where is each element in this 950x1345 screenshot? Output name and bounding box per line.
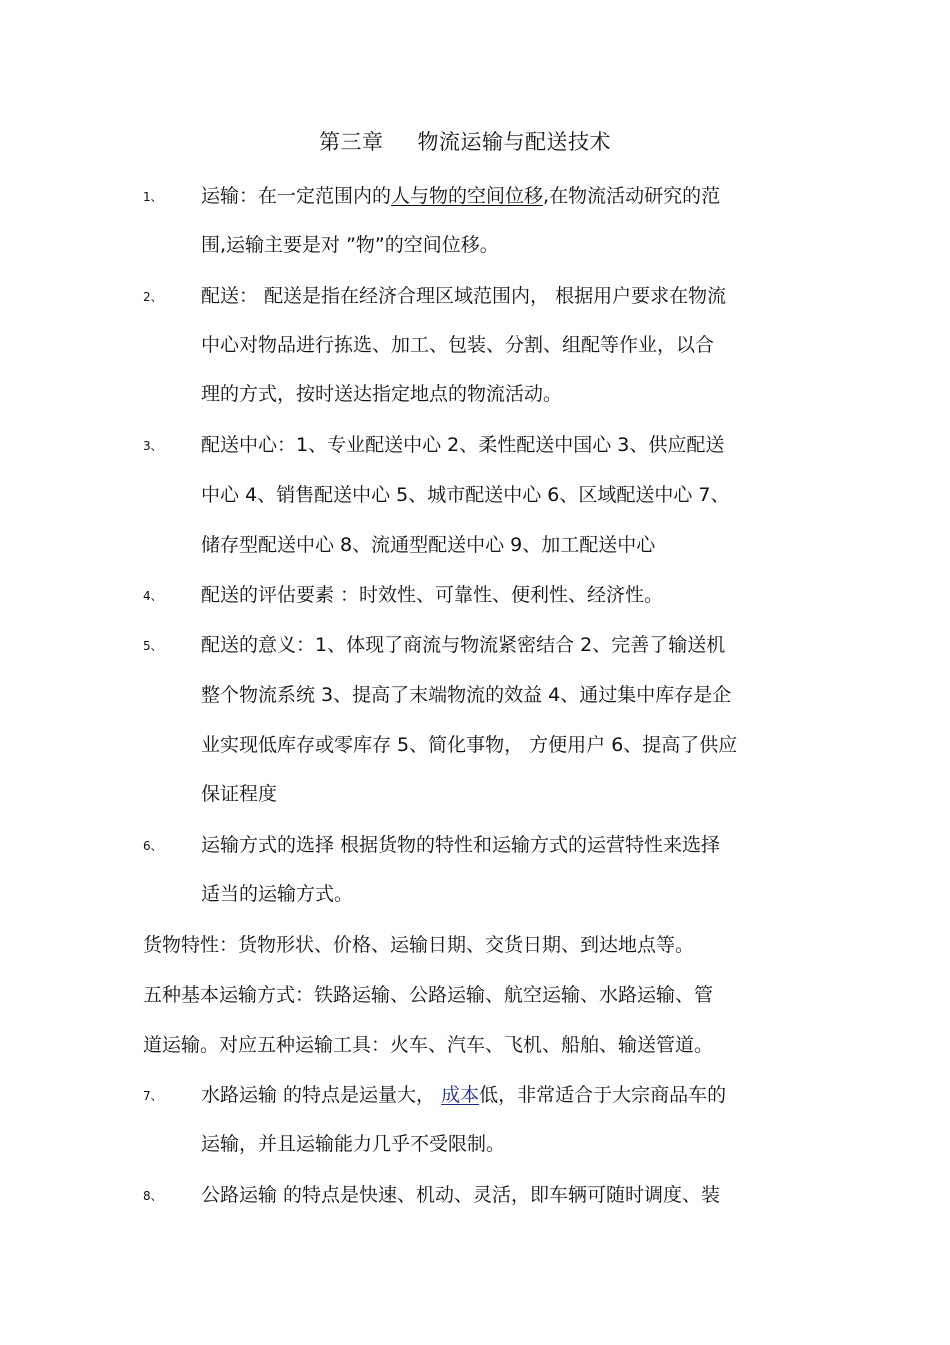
item-number: 5、 (143, 639, 163, 653)
item-line: 整个物流系统 3、提高了末端物流的效益 4、通过集中库存是企 (201, 684, 732, 706)
item-line: 理的方式，按时送达指定地点的物流活动。 (201, 383, 563, 405)
item-number: 2、 (143, 290, 163, 304)
chapter-title (0, 126, 930, 156)
item-line: 储存型配送中心 8、流通型配送中心 9、加工配送中心 (201, 534, 656, 556)
item-line: 配送的评估要素 ：时效性、可靠性、便利性、经济性。 (201, 584, 664, 606)
text-run: 水路运输 的特点是运量大， (201, 1084, 442, 1106)
text-run: ,在物流活动研究的范 (543, 185, 721, 207)
underlined-term: 人与物的空间位移 (391, 185, 544, 207)
item-line: 中心 4、销售配送中心 5、城市配送中心 6、区域配送中心 7、 (201, 484, 730, 506)
item-line: 运输，并且运输能力几乎不受限制。 (201, 1133, 506, 1155)
paragraph-line: 道运输。对应五种运输工具：火车、汽车、飞机、船舶、输送管道。 (143, 1034, 714, 1056)
item-number: 1、 (143, 190, 163, 204)
item-line: 运输方式的选择 根据货物的特性和运输方式的运营特性来选择 (201, 834, 721, 856)
text-run: 运输：在一定范围内的 (201, 185, 392, 207)
chapter-subject: 物流运输与配送技术 (417, 130, 611, 154)
item-number: 8、 (143, 1189, 163, 1203)
item-number: 3、 (143, 439, 163, 453)
item-line: 围,运输主要是对 ”物”的空间位移。 (201, 234, 499, 256)
item-number: 6、 (143, 839, 163, 853)
item-line (201, 1080, 726, 1107)
item-line (201, 181, 720, 208)
item-line: 配送： 配送是指在经济合理区域范围内， 根据用户要求在物流 (201, 285, 727, 307)
item-number: 4、 (143, 589, 163, 603)
item-line: 保证程度 (201, 783, 278, 805)
item-line: 公路运输 的特点是快速、机动、灵活，即车辆可随时调度、装 (201, 1184, 721, 1206)
item-line: 配送中心：1、专业配送中心 2、柔性配送中国心 3、供应配送 (201, 434, 725, 456)
text-run: 低，非常适合于大宗商品车的 (479, 1084, 727, 1106)
item-line: 适当的运输方式。 (201, 883, 354, 905)
chapter-number: 第三章 (319, 130, 384, 154)
item-number: 7、 (143, 1089, 163, 1103)
item-line: 配送的意义：1、体现了商流与物流紧密结合 2、完善了输送机 (201, 634, 726, 656)
hyperlink-term[interactable]: 成本 (441, 1084, 480, 1106)
paragraph-line: 货物特性：货物形状、价格、运输日期、交货日期、到达地点等。 (143, 934, 695, 956)
paragraph-line: 五种基本运输方式：铁路运输、公路运输、航空运输、水路运输、管 (143, 984, 714, 1006)
item-line: 中心对物品进行拣选、加工、包装、分割、组配等作业，以合 (201, 334, 715, 356)
item-line: 业实现低库存或零库存 5、简化事物， 方便用户 6、提高了供应 (201, 734, 738, 756)
